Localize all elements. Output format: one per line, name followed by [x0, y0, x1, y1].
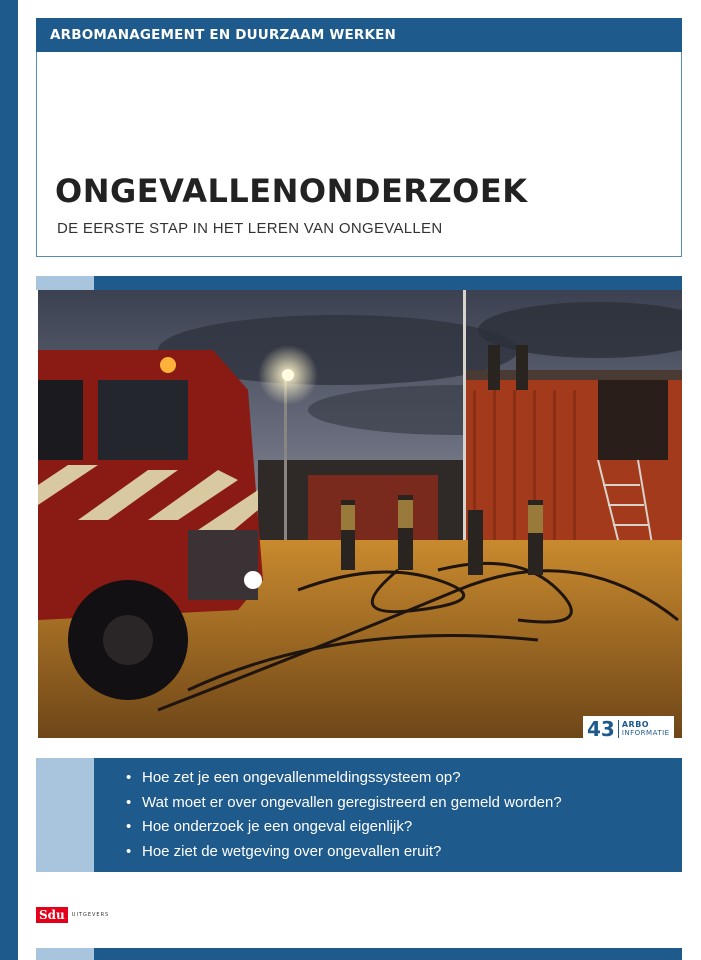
book-spine-stripe [0, 0, 18, 960]
questions-accent-left [36, 758, 94, 872]
question-item: • Hoe ziet de wetgeving over ongevallen eruit? [126, 840, 562, 865]
title-box [36, 52, 682, 257]
series-name [622, 720, 670, 738]
publisher-tagline: UITGEVERS [71, 912, 110, 918]
series-number: 43 [587, 717, 615, 741]
bullet-icon: • [126, 842, 132, 860]
questions-box [36, 758, 682, 872]
questions-list [126, 766, 562, 864]
bottom-bar-accent [36, 948, 94, 960]
series-divider [618, 720, 619, 738]
question-item: • Hoe onderzoek je een ongeval eigenlijk? [126, 815, 562, 840]
series-badge [583, 716, 674, 742]
bullet-icon: • [126, 818, 132, 835]
book-title: ONGEVALLENONDERZOEK [55, 172, 528, 210]
publisher-logo-mark: Sdu [36, 907, 68, 923]
cover-photo [38, 290, 682, 741]
series-name-line1: ARBO [621, 720, 650, 729]
publisher-logo [36, 907, 109, 923]
series-name-line2: INFORMATIE [621, 729, 670, 737]
bottom-bar [36, 948, 682, 960]
book-subtitle: DE EERSTE STAP IN HET LEREN VAN ONGEVALLEN [57, 220, 443, 237]
question-item: • Hoe zet je een ongevallenmeldingssysteem op? [126, 766, 562, 791]
bullet-icon: • [126, 793, 132, 811]
photo-accent-bar [94, 276, 682, 290]
category-label: ARBOMANAGEMENT EN DUURZAAM WERKEN [50, 27, 397, 43]
category-bar [36, 18, 682, 52]
photo-accent-left [36, 276, 94, 290]
bullet-icon: • [126, 769, 132, 786]
question-item: • Wat moet er over ongevallen geregistreerd en gemeld worden? [126, 791, 562, 816]
